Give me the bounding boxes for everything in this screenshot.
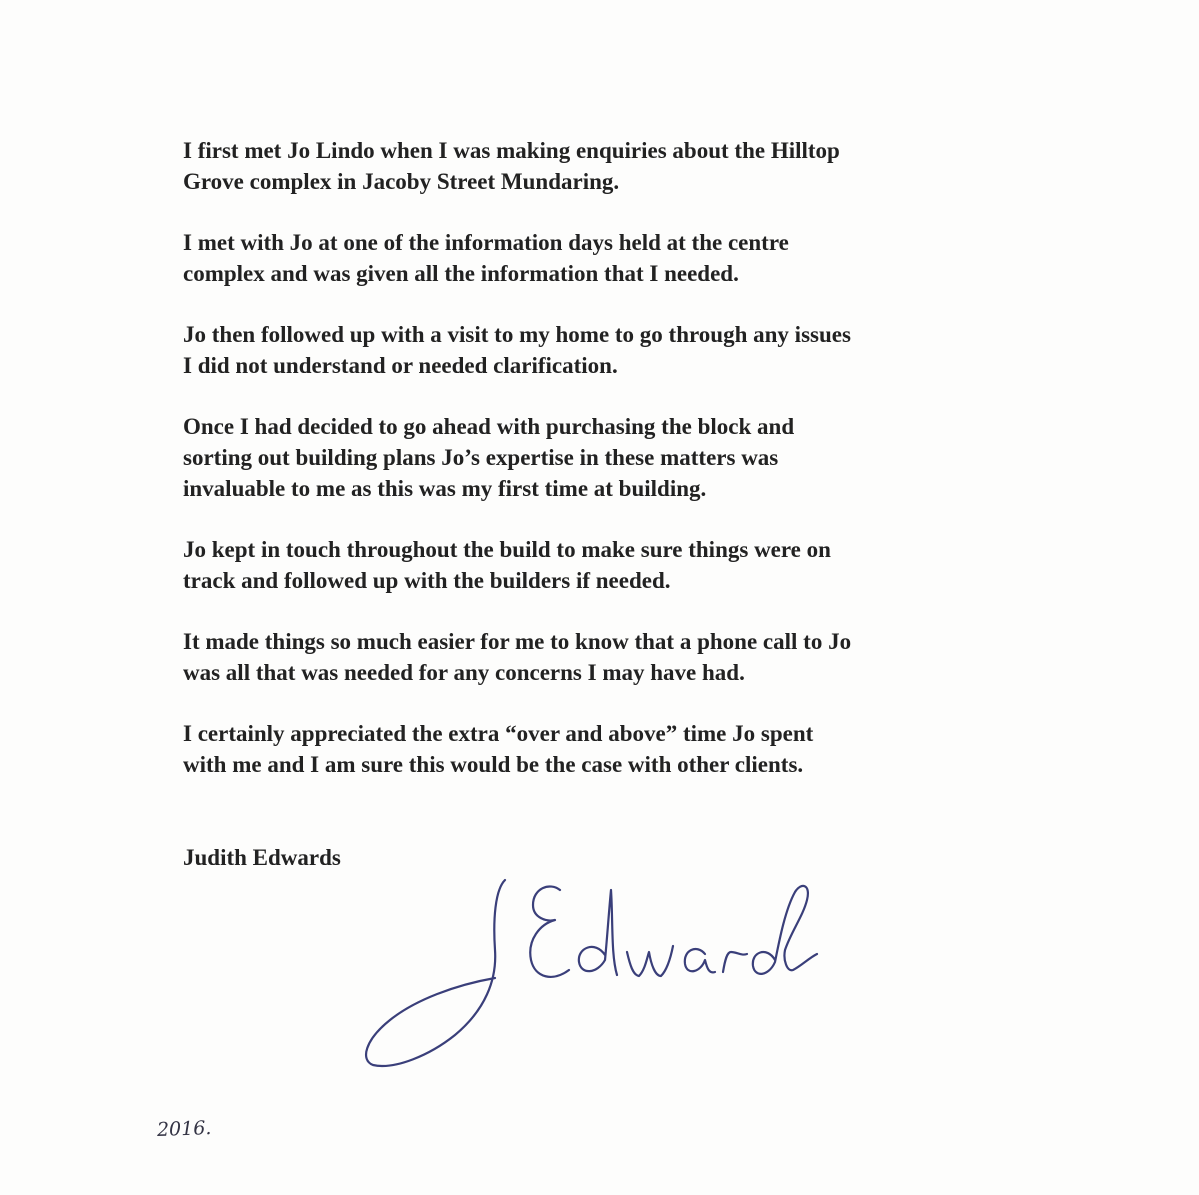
text-line: I certainly appreciated the extra “over and above” time Jo spent [183, 721, 814, 746]
text-line: I met with Jo at one of the information days held at the centre [183, 230, 789, 255]
letter-body [183, 135, 1043, 810]
paragraph-home-visit [183, 319, 1043, 381]
text-line: invaluable to me as this was my first time at building. [183, 476, 707, 501]
handwritten-date: 2016. [156, 1117, 212, 1141]
text-line: with me and I am sure this would be the case with other clients. [183, 752, 804, 777]
paragraph-appreciation [183, 718, 1043, 780]
paragraph-build [183, 534, 1043, 596]
text-line: I first met Jo Lindo when I was making enquiries about the Hilltop [183, 138, 840, 163]
text-line: Grove complex in Jacoby Street Mundaring. [183, 169, 620, 194]
text-line: Jo then followed up with a visit to my home to go through any issues [183, 322, 851, 347]
text-line: Jo kept in touch throughout the build to make sure things were on [183, 537, 831, 562]
text-line: Once I had decided to go ahead with purchasing the block and [183, 414, 795, 439]
text-line: I did not understand or needed clarification. [183, 353, 618, 378]
text-line: complex and was given all the information that I needed. [183, 261, 739, 286]
text-line: was all that was needed for any concerns I may have had. [183, 660, 745, 685]
text-line: It made things so much easier for me to know that a phone call to Jo [183, 629, 852, 654]
paragraph-purchase [183, 411, 1043, 504]
paragraph-first-meeting [183, 135, 1043, 197]
paragraph-information-day [183, 227, 1043, 289]
text-line: track and followed up with the builders if needed. [183, 568, 671, 593]
paragraph-phone-call [183, 626, 1043, 688]
text-line: sorting out building plans Jo’s expertise in these matters was [183, 445, 779, 470]
handwritten-signature [355, 860, 875, 1080]
signer-name: Judith Edwards [183, 845, 341, 870]
